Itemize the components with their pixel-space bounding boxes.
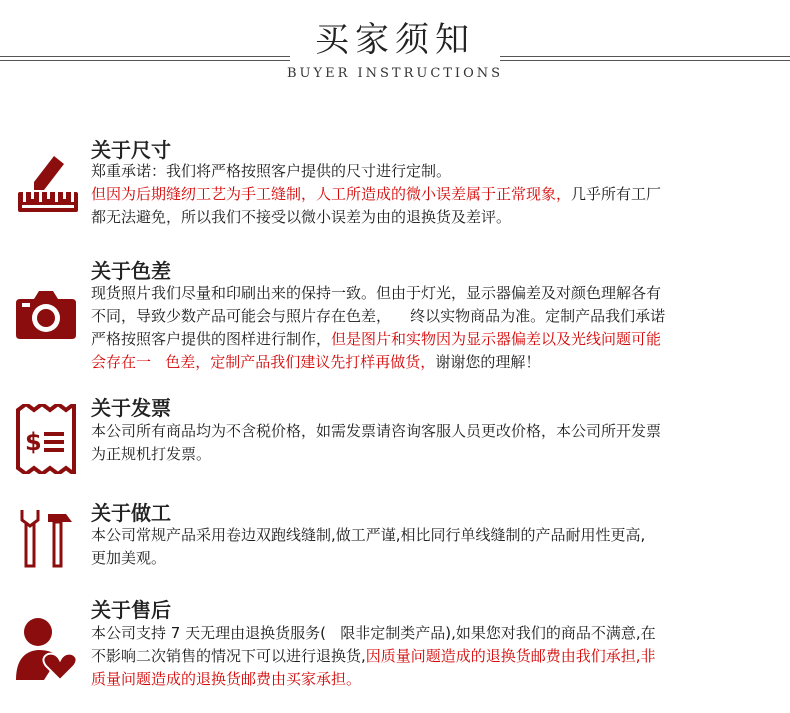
text-line <box>91 622 771 645</box>
page-title: 买家须知 <box>315 20 475 60</box>
invoice-icon <box>14 404 78 468</box>
text-line <box>91 183 771 206</box>
page-subtitle: BUYER INSTRUCTIONS <box>286 66 504 81</box>
text-span: 几乎所有工厂 <box>571 185 662 203</box>
text-span: 会存在一 色差，定制产品我们建议先打样再做货， <box>91 353 436 371</box>
svg-text:$: $ <box>25 428 42 456</box>
text-span: 但因为后期缝纫工艺为手工缝制，人工所造成的微小误差属于正常现象， <box>91 185 572 203</box>
text-span: 谢谢您的理解！ <box>435 353 541 371</box>
text-line <box>91 645 771 668</box>
text-span: 但是图片和实物因为显示器偏差以及光线问题可能 <box>331 330 662 348</box>
section-body <box>91 282 771 374</box>
text-span: 因质量问题造成的退换货邮费由我们承担,非 <box>365 647 656 665</box>
divider <box>0 60 290 61</box>
text-line <box>91 282 771 305</box>
text-span: 为正规机打发票。 <box>91 445 212 463</box>
text-line <box>91 351 771 374</box>
text-span: 现货照片我们尽量和印刷出来的保持一致。但由于灯光，显示器偏差及对颜色理解各有 <box>91 284 662 302</box>
text-span: 质量问题造成的退换货邮费由买家承担。 <box>91 670 362 688</box>
section-body <box>91 524 771 570</box>
camera-icon <box>14 281 78 345</box>
text-span: 都无法避免，所以我们不接受以微小误差为由的退换货及差评。 <box>91 208 512 226</box>
divider <box>500 60 790 61</box>
text-span: 严格按照客户提供的图样进行制作， <box>91 330 332 348</box>
person-heart-icon <box>14 614 78 678</box>
text-line <box>91 305 771 328</box>
section-heading: 关于售后 <box>91 598 171 622</box>
text-span: 本公司所有商品均为不含税价格，如需发票请咨询客服人员更改价格，本公司所开发票 <box>91 422 662 440</box>
text-span: 不影响二次销售的情况下可以进行退换货, <box>91 647 366 665</box>
section-heading: 关于尺寸 <box>91 138 171 162</box>
section-body <box>91 622 771 691</box>
text-line <box>91 206 771 229</box>
wrench-hammer-icon <box>14 506 78 570</box>
text-span: 更加美观。 <box>91 549 167 567</box>
section-body <box>91 160 771 229</box>
ruler-pencil-icon <box>14 152 78 216</box>
text-line <box>91 668 771 691</box>
section-heading: 关于做工 <box>91 501 171 525</box>
section-heading: 关于发票 <box>91 396 171 420</box>
divider <box>500 56 790 57</box>
text-line <box>91 160 771 183</box>
text-line <box>91 524 771 547</box>
text-span: 本公司支持 7 天无理由退换货服务( 限非定制类产品),如果您对我们的商品不满意,在 <box>91 624 656 642</box>
text-span: 不同，导致少数产品可能会与照片存在色差， 终以实物商品为准。定制产品我们承诺 <box>91 307 666 325</box>
section-heading: 关于色差 <box>91 259 171 283</box>
text-line <box>91 443 771 466</box>
text-span: 本公司常规产品采用卷边双跑线缝制,做工严谨,相比同行单线缝制的产品耐用性更高, <box>91 526 646 544</box>
text-line <box>91 420 771 443</box>
text-span: 郑重承诺：我们将严格按照客户提供的尺寸进行定制。 <box>91 162 452 180</box>
text-line <box>91 547 771 570</box>
header <box>0 0 790 100</box>
text-line <box>91 328 771 351</box>
divider <box>0 56 290 57</box>
section-body <box>91 420 771 466</box>
